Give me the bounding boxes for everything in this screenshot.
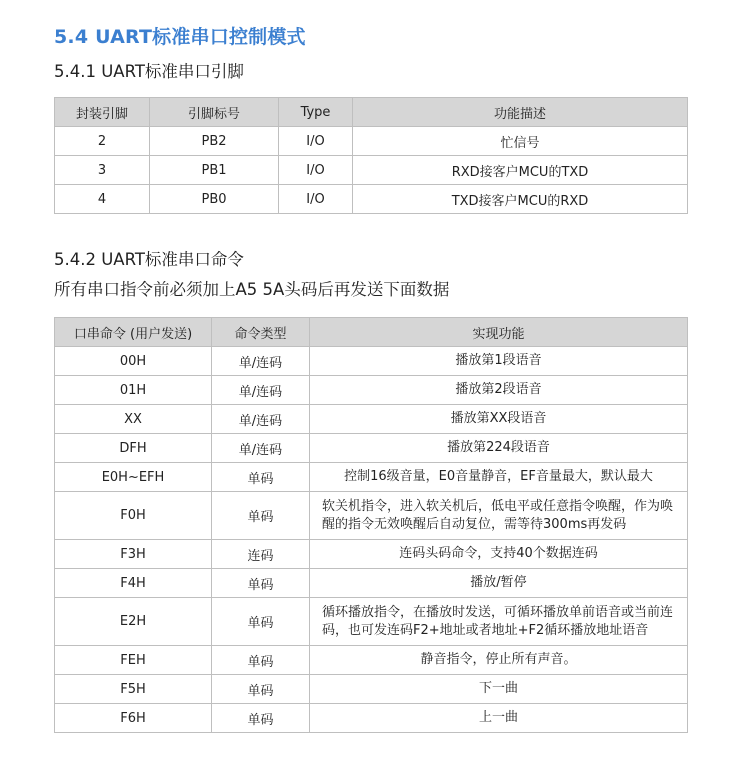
cell: TXD接客户MCU的RXD bbox=[353, 185, 688, 214]
cell: PB0 bbox=[150, 185, 279, 214]
cell: 播放/暂停 bbox=[310, 569, 688, 598]
table-row bbox=[55, 646, 688, 675]
table-row bbox=[55, 598, 688, 646]
cell: 控制16级音量，E0音量静音，EF音量最大，默认最大 bbox=[310, 463, 688, 492]
cell: E2H bbox=[55, 598, 212, 646]
table-row bbox=[55, 347, 688, 376]
cell: 播放第2段语音 bbox=[310, 376, 688, 405]
table-row bbox=[55, 376, 688, 405]
cell: I/O bbox=[279, 127, 353, 156]
header-cell: 口串命令 (用户发送) bbox=[55, 318, 212, 347]
cell: 播放第XX段语音 bbox=[310, 405, 688, 434]
table-row bbox=[55, 405, 688, 434]
header-cell: 实现功能 bbox=[310, 318, 688, 347]
cell: 单/连码 bbox=[212, 405, 310, 434]
commands-note: 所有串口指令前必须加上A5 5A头码后再发送下面数据 bbox=[54, 280, 450, 299]
cell: F4H bbox=[55, 569, 212, 598]
cell: 连码 bbox=[212, 540, 310, 569]
cell: 单/连码 bbox=[212, 347, 310, 376]
header-cell: Type bbox=[279, 98, 353, 127]
table-row bbox=[55, 540, 688, 569]
pins-subtitle: 5.4.1 UART标准串口引脚 bbox=[54, 62, 244, 81]
table-row bbox=[55, 492, 688, 540]
cell: FEH bbox=[55, 646, 212, 675]
cell: 单码 bbox=[212, 569, 310, 598]
cell: 4 bbox=[55, 185, 150, 214]
cell: 单码 bbox=[212, 646, 310, 675]
cell: PB2 bbox=[150, 127, 279, 156]
cell: 单码 bbox=[212, 463, 310, 492]
cell: 软关机指令，进入软关机后，低电平或任意指令唤醒，作为唤醒的指令无效唤醒后自动复位，需等待300ms再发码 bbox=[310, 492, 688, 540]
table-row bbox=[55, 569, 688, 598]
table-row bbox=[55, 434, 688, 463]
table-row bbox=[55, 185, 688, 214]
cell: 2 bbox=[55, 127, 150, 156]
cell: 单/连码 bbox=[212, 434, 310, 463]
cell: 静音指令，停止所有声音。 bbox=[310, 646, 688, 675]
cell: PB1 bbox=[150, 156, 279, 185]
cell: 播放第224段语音 bbox=[310, 434, 688, 463]
table-row bbox=[55, 156, 688, 185]
cell: XX bbox=[55, 405, 212, 434]
cell: 单码 bbox=[212, 598, 310, 646]
cell: I/O bbox=[279, 185, 353, 214]
cell: 上一曲 bbox=[310, 704, 688, 733]
cell: F5H bbox=[55, 675, 212, 704]
cell: 忙信号 bbox=[353, 127, 688, 156]
cell: I/O bbox=[279, 156, 353, 185]
cell: 下一曲 bbox=[310, 675, 688, 704]
header-cell: 功能描述 bbox=[353, 98, 688, 127]
cell: 循环播放指令，在播放时发送，可循环播放单前语音或当前连码，也可发连码F2+地址或者地址+F2循环播放地址语音 bbox=[310, 598, 688, 646]
cell: 单码 bbox=[212, 675, 310, 704]
cell: 播放第1段语音 bbox=[310, 347, 688, 376]
cell: 3 bbox=[55, 156, 150, 185]
pins-table bbox=[54, 97, 688, 214]
cell: 01H bbox=[55, 376, 212, 405]
table-row bbox=[55, 463, 688, 492]
cell: E0H~EFH bbox=[55, 463, 212, 492]
cell: 单码 bbox=[212, 492, 310, 540]
table-row bbox=[55, 704, 688, 733]
commands-table bbox=[54, 317, 688, 733]
commands-subtitle: 5.4.2 UART标准串口命令 bbox=[54, 250, 244, 269]
cell: F3H bbox=[55, 540, 212, 569]
cell: 00H bbox=[55, 347, 212, 376]
table-row bbox=[55, 127, 688, 156]
cell: 连码头码命令，支持40个数据连码 bbox=[310, 540, 688, 569]
cell: RXD接客户MCU的TXD bbox=[353, 156, 688, 185]
header-cell: 命令类型 bbox=[212, 318, 310, 347]
section-title: 5.4 UART标准串口控制模式 bbox=[54, 26, 306, 48]
cell: F0H bbox=[55, 492, 212, 540]
cell: DFH bbox=[55, 434, 212, 463]
table-row bbox=[55, 675, 688, 704]
header-cell: 引脚标号 bbox=[150, 98, 279, 127]
table-header-row bbox=[55, 98, 688, 127]
header-cell: 封装引脚 bbox=[55, 98, 150, 127]
cell: 单码 bbox=[212, 704, 310, 733]
table-header-row bbox=[55, 318, 688, 347]
cell: F6H bbox=[55, 704, 212, 733]
cell: 单/连码 bbox=[212, 376, 310, 405]
